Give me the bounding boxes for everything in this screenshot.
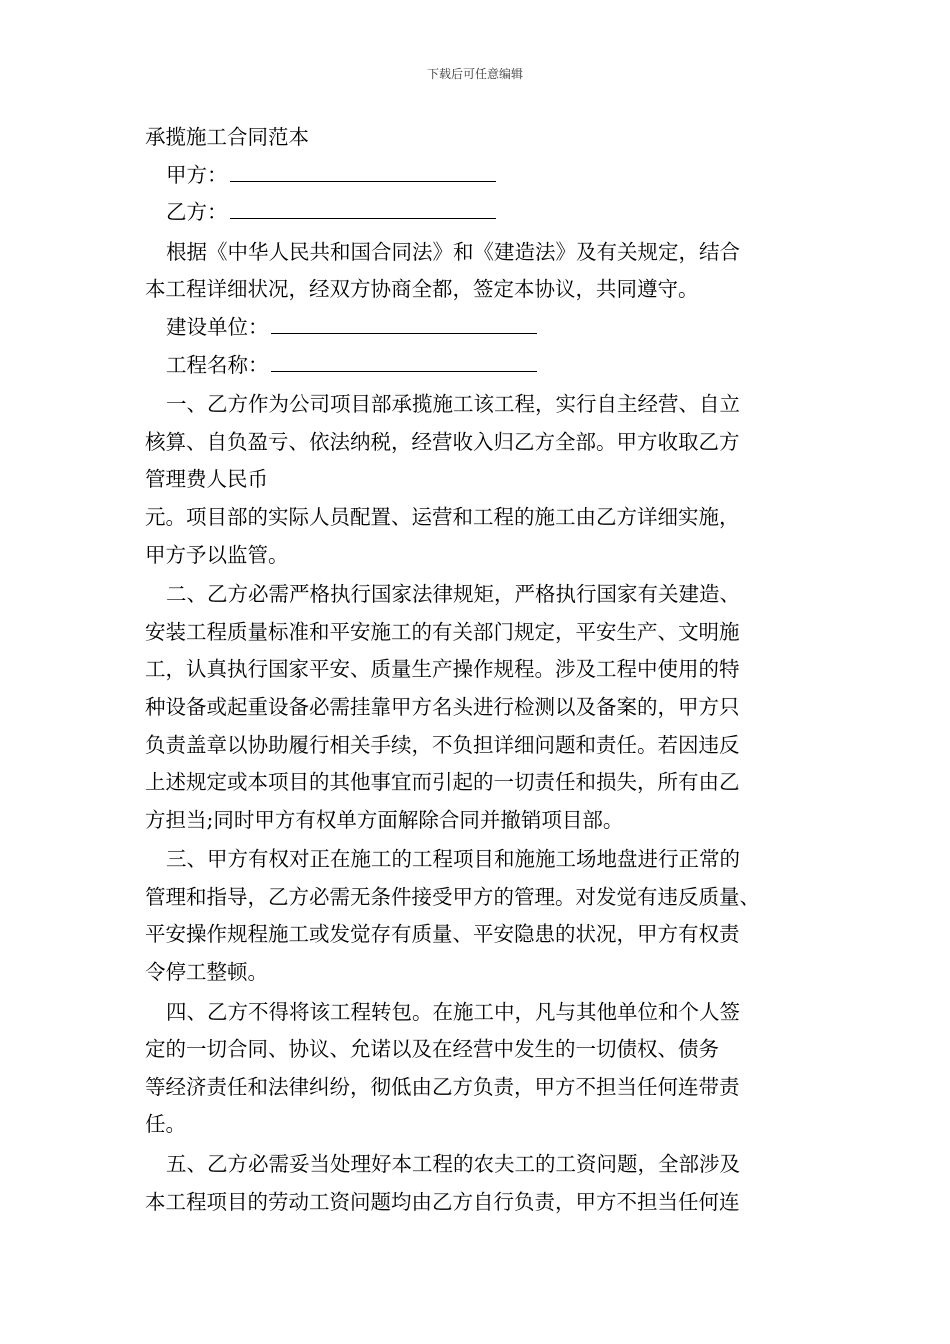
party-a-blank (230, 161, 496, 182)
project-name-field (145, 347, 815, 385)
clause1-line-3: 管理费人民币 (145, 467, 268, 492)
clause2-line-3: 工，认真执行国家平安、质量生产操作规程。涉及工程中使用的特 (145, 657, 740, 682)
clause2-line-7: 方担当;同时甲方有权单方面解除合同并撤销项目部。 (145, 807, 624, 832)
party-b-blank (230, 198, 496, 219)
project-name-label: 工程名称： (166, 352, 269, 377)
clause3-line-2: 管理和指导，乙方必需无条件接受甲方的管理。对发觉有违反质量、 (145, 884, 760, 909)
clause2-line-6: 上述规定或本项目的其他事宜而引起的一切责任和损失，所有由乙 (145, 770, 740, 795)
clause2-line-4: 种设备或起重设备必需挂靠甲方名头进行检测以及备案的，甲方只 (145, 694, 740, 719)
clause4-line-3: 等经济责任和法律纠纷，彻低由乙方负责，甲方不担当任何连带责 (145, 1074, 740, 1099)
clause3-line-3: 平安操作规程施工或发觉存有质量、平安隐患的状况，甲方有权责 (145, 922, 740, 947)
project-name-blank (271, 351, 537, 372)
clause1-line-2: 核算、自负盈亏、依法纳税，经营收入归乙方全部。甲方收取乙方 (145, 429, 740, 454)
clause2-line-1: 二、乙方必需严格执行国家法律规矩，严格执行国家有关建造、 (166, 582, 740, 607)
construction-unit-field (145, 309, 815, 347)
clause4-line-4: 任。 (145, 1112, 186, 1137)
party-a-field (145, 157, 815, 195)
clause2-line-2: 安装工程质量标准和平安施工的有关部门规定，平安生产、文明施 (145, 619, 740, 644)
preamble-line-1: 根据《中华人民共和国合同法》和《建造法》及有关规定，结合 (166, 239, 740, 264)
preamble-line-2: 本工程详细状况，经双方协商全都，签定本协议，共同遵守。 (145, 277, 699, 302)
page-header-note: 下载后可任意编辑 (426, 67, 523, 81)
clause3-line-4: 令停工整顿。 (145, 960, 268, 985)
party-b-field (145, 194, 815, 232)
party-a-label: 甲方： (166, 162, 228, 187)
clause3-line-1: 三、甲方有权对正在施工的工程项目和施施工场地盘进行正常的 (166, 847, 740, 872)
clause1-line-5: 甲方予以监管。 (145, 542, 289, 567)
document-title: 承揽施工合同范本 (145, 125, 309, 149)
party-b-label: 乙方： (166, 200, 228, 225)
clause5-line-1: 五、乙方必需妥当处理好本工程的农夫工的工资问题，全部涉及 (166, 1152, 740, 1177)
construction-unit-blank (271, 313, 537, 334)
clause2-line-5: 负责盖章以协助履行相关手续，不负担详细问题和责任。若因违反 (145, 732, 740, 757)
contract-body (145, 119, 815, 1221)
clause4-line-2: 定的一切合同、协议、允诺以及在经营中发生的一切债权、债务 (145, 1037, 719, 1062)
clause5-line-2: 本工程项目的劳动工资问题均由乙方自行负责，甲方不担当任何连 (145, 1189, 740, 1214)
clause4-line-1: 四、乙方不得将该工程转包。在施工中，凡与其他单位和个人签 (166, 999, 740, 1024)
clause1-line-1: 一、乙方作为公司项目部承揽施工该工程，实行自主经营、自立 (166, 392, 740, 417)
construction-unit-label: 建设单位： (166, 314, 269, 339)
clause1-line-4: 元。项目部的实际人员配置、运营和工程的施工由乙方详细实施， (145, 504, 740, 529)
